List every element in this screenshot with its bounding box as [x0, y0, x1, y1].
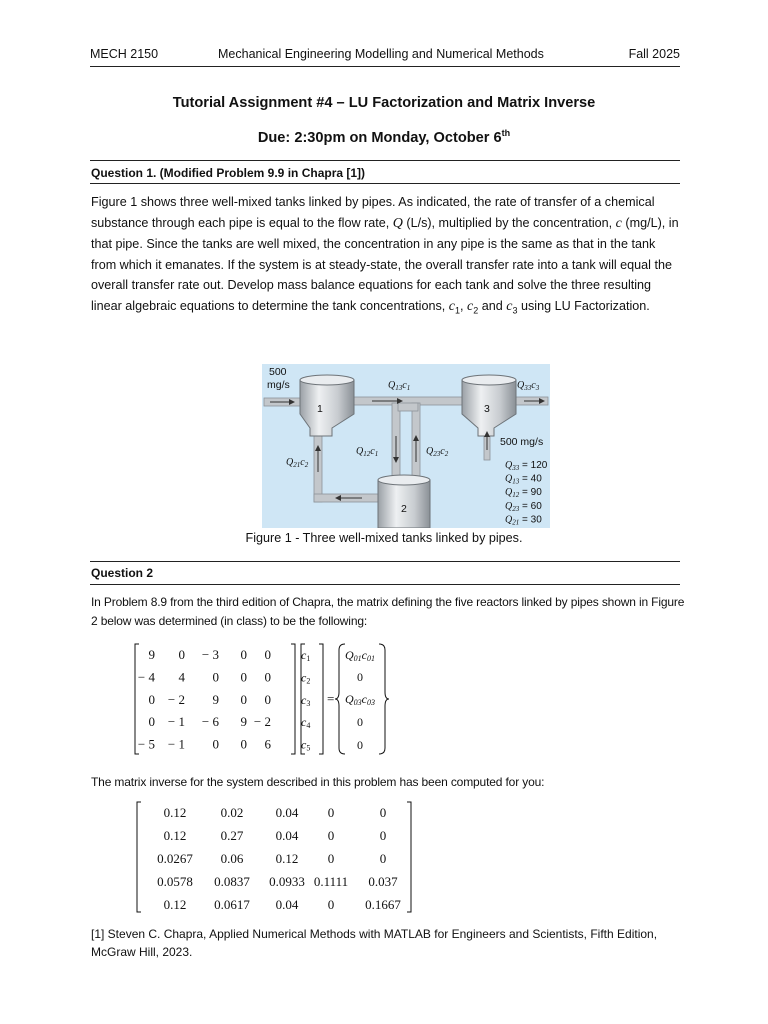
label-q33c3: $Q_{33}c_3$	[517, 380, 540, 392]
system-equation	[133, 640, 393, 758]
figure1-caption: Figure 1 - Three well-mixed tanks linked by pipes.	[245, 531, 523, 545]
rhs-vector	[345, 648, 375, 752]
inverse-cell: 0.1667	[365, 897, 401, 912]
inverse-cell: 0.1111	[313, 874, 349, 889]
matrix-cell: − 4	[137, 669, 155, 685]
assignment-title: Tutorial Assignment #4 – LU Factorization and Matrix Inverse	[172, 95, 596, 111]
matrix-cell: 0	[212, 669, 219, 685]
matrix-cell: 9	[148, 647, 155, 662]
rhs-zero: 0	[357, 738, 363, 752]
inverse-cell: 0.0617	[214, 897, 250, 912]
inverse-cell: 0	[327, 851, 335, 866]
course-code: MECH 2150	[90, 47, 159, 61]
question2-intro: In Problem 8.9 from the third edition of Chapra, the matrix defining the five reactors linked by pipes shown in Figure 2 below was determined (in class) to be the following:	[91, 595, 685, 628]
inverse-cell: 0.04	[275, 897, 299, 912]
divider	[90, 183, 680, 184]
question1-text	[91, 192, 679, 321]
matrix-cell: 0	[240, 691, 247, 707]
symbol-c3: c	[506, 298, 513, 314]
label-q13c1: $Q_{13}c_1$	[388, 380, 411, 392]
matrix-cell: 9	[240, 714, 247, 730]
flow-value-row: $Q_{13} = 40$	[505, 473, 542, 486]
tank2-number: 2	[401, 503, 407, 515]
three-tanks-figure	[262, 364, 550, 528]
matrix-cell: − 1	[167, 736, 185, 752]
matrix-cell: 0	[264, 691, 271, 707]
inverse-cell: 0	[379, 805, 387, 820]
due-superscript: th	[501, 128, 511, 138]
inflow1-line2: mg/s	[267, 379, 290, 391]
inverse-cell: 0.12	[275, 851, 299, 866]
inverse-cell: 0.12	[163, 805, 187, 820]
matrix-cell: − 5	[137, 736, 155, 752]
matrix-cell: − 2	[167, 691, 185, 707]
symbol-c: c	[615, 215, 622, 231]
q1-text-part: using LU Factorization.	[517, 298, 650, 313]
unknown-c2: c2	[301, 670, 311, 686]
inverse-cell: 0.0578	[157, 874, 193, 889]
matrix-cell: − 3	[201, 647, 219, 662]
question2-heading: Question 2	[91, 566, 154, 580]
label-q21c2: $Q_{21}c_2$	[286, 457, 309, 469]
matrix-cell: 0	[240, 647, 247, 662]
symbol-Q: Q	[392, 215, 403, 231]
flow-value-row: $Q_{12} = 90$	[505, 487, 542, 500]
reference: [1] Steven C. Chapra, Applied Numerical Methods with MATLAB for Engineers and Scientists, Fifth Edition, McGraw Hill, 2023.	[91, 927, 658, 959]
and-text: and	[478, 298, 507, 313]
due-date	[0, 128, 768, 146]
inflow3-label: 500 mg/s	[500, 436, 544, 448]
flow-value-row: $Q_{21} = 30$	[505, 514, 542, 527]
matrix-cell: 0	[148, 714, 155, 730]
matrix-cell: 9	[212, 691, 219, 707]
matrix-cell: 0	[212, 736, 219, 752]
inverse-cell: 0.02	[220, 805, 244, 820]
flow-value-row: $Q_{33} = 120$	[505, 460, 548, 472]
subscript: 3	[512, 305, 518, 316]
rhs-zero: 0	[357, 715, 363, 729]
rhs-q03c03: Q03c03	[345, 692, 375, 707]
rhs-q01c01: Q01c01	[345, 648, 375, 663]
matrix-cell: 0	[178, 647, 185, 662]
separator: ,	[459, 298, 467, 313]
inverse-cell: 0.0933	[269, 874, 305, 889]
matrix-cell: 0	[240, 736, 247, 752]
rhs-zero: 0	[357, 670, 363, 684]
inverse-cell: 0.12	[163, 897, 187, 912]
unknown-c1: c1	[301, 648, 311, 663]
matrix-cell: 0	[240, 669, 247, 685]
inverse-cell: 0	[327, 897, 335, 912]
symbol-c2: c	[466, 298, 474, 314]
matrix-cell: 6	[264, 736, 271, 752]
inverse-cell: 0.0837	[214, 874, 250, 889]
term: Fall 2025	[628, 47, 680, 61]
matrix-cell: 4	[178, 669, 185, 685]
inverse-cell: 0	[327, 805, 335, 820]
inverse-cell: 0.27	[220, 828, 244, 843]
q1-text-part: (L/s), multiplied by the concentration,	[402, 215, 616, 230]
tank-2	[378, 475, 430, 528]
page-header	[90, 46, 680, 67]
inverse-cell: 0.06	[220, 851, 244, 866]
flow-value-row: $Q_{23} = 60$	[505, 500, 542, 513]
inverse-cell: 0.04	[275, 828, 299, 843]
question1-heading: Question 1. (Modified Problem 9.9 in Chapra [1])	[91, 166, 366, 180]
inverse-cell: 0.12	[163, 828, 187, 843]
unknown-vector	[301, 648, 310, 753]
equals-sign: =	[327, 691, 335, 706]
inverse-intro: The matrix inverse for the system described in this problem has been computed for you:	[91, 775, 545, 789]
inverse-cell: 0	[379, 851, 387, 866]
matrix-cell: 0	[264, 669, 271, 685]
matrix-cell: 0	[264, 647, 271, 662]
tank3-number: 3	[484, 403, 490, 415]
subscript: 1	[454, 305, 460, 316]
inverse-cell: 0	[327, 828, 335, 843]
inverse-cell: 0	[379, 828, 387, 843]
matrix-cell: − 2	[253, 714, 271, 730]
divider	[90, 160, 680, 161]
label-q12c1: $Q_{12}c_1$	[356, 446, 379, 458]
flow-values	[505, 460, 548, 526]
tank1-number: 1	[317, 403, 323, 415]
label-q23c2: $Q_{23}c_2$	[426, 446, 449, 458]
subscript: 2	[473, 305, 479, 316]
inverse-cell: 0.037	[368, 874, 398, 889]
coefficient-matrix	[138, 647, 272, 752]
inflow1-line1: 500	[269, 366, 287, 378]
unknown-c5: c5	[301, 737, 311, 753]
matrix-cell: − 1	[167, 714, 185, 730]
divider	[90, 584, 680, 585]
matrix-cell: 0	[148, 691, 155, 707]
inverse-matrix	[133, 798, 415, 916]
due-text: Due: 2:30pm on Monday, October 6	[257, 129, 502, 146]
matrix-cell: − 6	[201, 714, 219, 730]
inverse-cell: 0.0267	[157, 851, 193, 866]
unknown-c3: c3	[301, 692, 311, 708]
divider	[90, 561, 680, 562]
q1-text-part: Figure 1 shows three well-mixed tanks linked by pipes. As indicated, the rate of transfer of a chemical substance through each pipe is equal to the flow rate,	[91, 195, 655, 230]
q1-text-part: (mg/L), in that pipe. Since the tanks are well mixed, the concentration in any pipe is the same as that in the tank from which it emanates. If the system is at steady-state, the overall transfer rate into a tank will equal the overall transfer rate out. Develop mass balance equations for each tank and solve the three resulting linear algebraic equations to determine the tank concentrations,	[91, 215, 679, 313]
unknown-c4: c4	[301, 715, 311, 731]
symbol-c1: c	[448, 298, 455, 314]
inverse-values	[157, 805, 401, 912]
inverse-cell: 0.04	[275, 805, 299, 820]
course-title: Mechanical Engineering Modelling and Numerical Methods	[218, 47, 544, 61]
